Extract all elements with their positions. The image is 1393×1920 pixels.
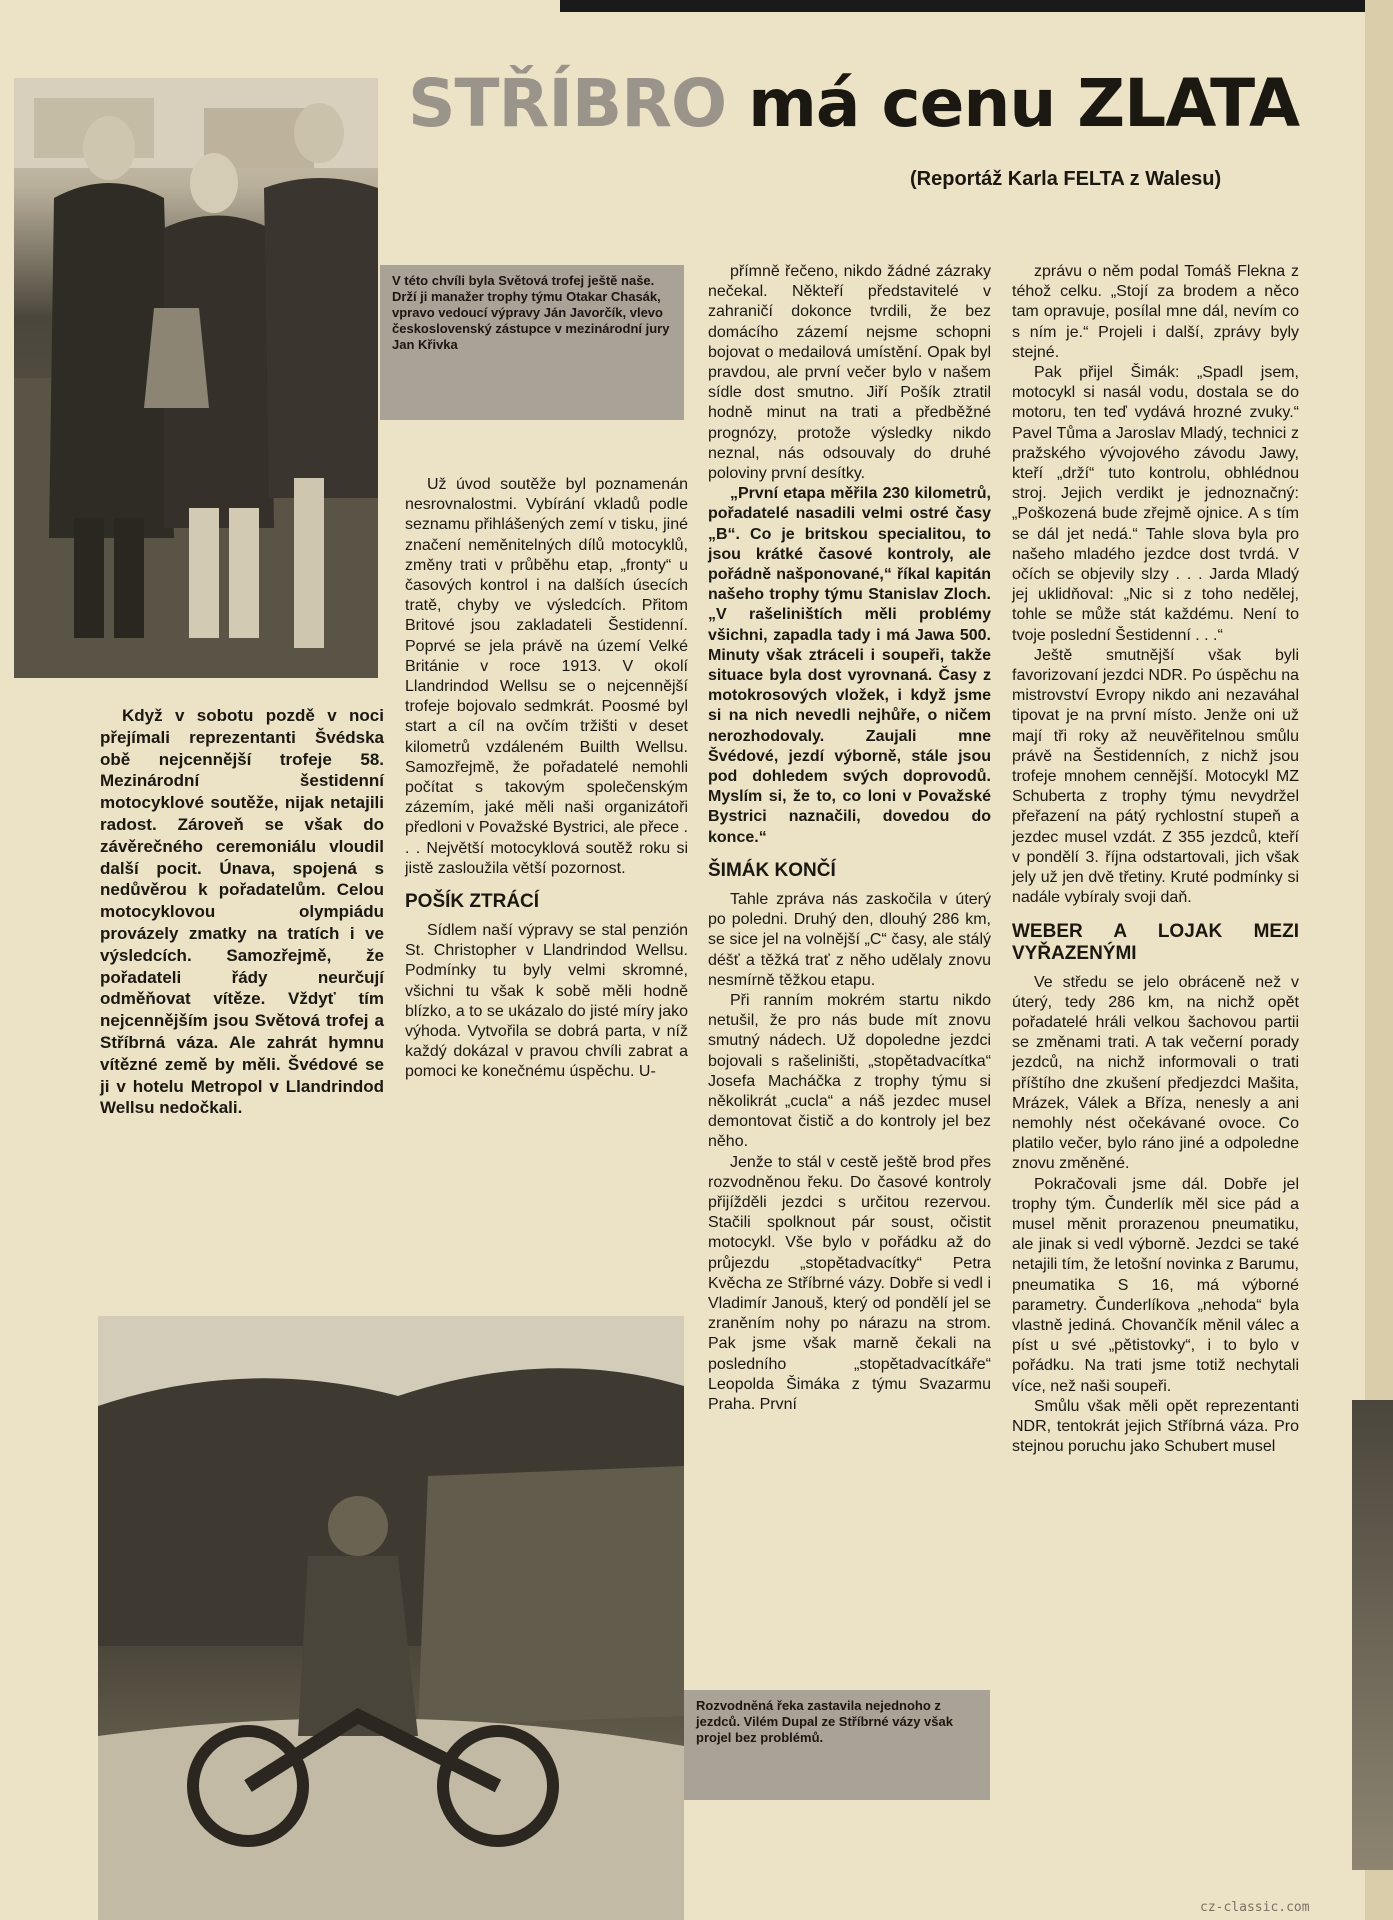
section-heading-weber: WEBER A LOJAK MEZI VYŘAZENÝMI [1012, 920, 1299, 964]
page-top-edge [560, 0, 1393, 12]
section-heading-posik: POŠÍK ZTRÁCÍ [405, 891, 540, 913]
col3-paragraph-4: Při ranním mokrém startu nikdo netušil, že pro nás bude mít znovu smutný nádech. Už dopoledne jezdci bojovali s rašeliništi, „stopětadvacítka“ Josefa Macháčka z trophy týmu si několikrát „cucla“ a náš jezdec musel demontovat čistič a do kontroly jel bez něho. [708, 991, 991, 1151]
col4-paragraph-1: zprávu o něm podal Tomáš Flekna z téhož celku. „Stojí za brodem a něco tam opravuje, posílal mne dál, nevím co s ním je.“ Projeli i další, zprávy byly stejné. [1012, 263, 1299, 361]
section-heading-simak: ŠIMÁK KONČÍ [708, 859, 836, 881]
col2-paragraph-2: Sídlem naší výpravy se stal penzión St. Christopher v Llandrindod Wellsu. Podmínky tu byly velmi skromné, všichni tu však k sobě měli hodně blízko, a to se ukázalo do jisté míry jako výhoda. Vytvořila se dobrá parta, v níž každý dokázal v pravou chvíli zabrat a pomoci ke konečnému úspěchu. U- [405, 922, 688, 1081]
site-watermark: cz-classic.com [1200, 1900, 1310, 1915]
headline-rest: má cenu ZLATA [748, 65, 1300, 142]
col4-paragraph-2: Pak přijel Šimák: „Spadl jsem, motocykl si nasál vodu, dostala se do motoru, ten teď vydává hrozné zvuky.“ Pavel Tůma a Jaroslav Mladý, technici z pražského vývojového závodu Jawy, kteří „drží“ tuto kontrolu, obhlédnou stroj. Jejich verdikt je jednoznačný: „Poškozená bude zřejmě ojnice. A s tím se dál jet nedá.“ Tahle slova byla pro našeho mladého jezdce dost tvrdá. V očích se objevily slzy . . . Jarda Mladý jej uklidňoval: „Nic si z toho nedělej, tohle se může stát každému. Není to tvoje poslední Šestidenní . . .“ [1012, 364, 1299, 644]
next-page-photo-strip [1352, 1400, 1393, 1870]
column-2 [405, 475, 688, 1083]
col3-paragraph-5: Jenže to stál v cestě ještě brod přes rozvodněnou řeku. Do časové kontroly přijížděli jezdci s určitou rezervou. Stačili spolknout pár soust, očistit motocykl. Vše bylo v pořádku až do průjezdu „stopětadvacítky“ Petra Kvěcha ze Stříbrné vázy. Dobře si vedl i Vladimír Janouš, který od pondělí jel se zraněním nohy po nárazu na strom. Pak jsme však marně čekali na posledního „stopětadvacítkáře“ Leopolda Šimáka z týmu Svazarmu Praha. První [708, 1153, 991, 1413]
trophy-team-photo [14, 78, 378, 678]
col3-paragraph-2: „První etapa měřila 230 kilometrů, pořadatelé nasadili velmi ostré časy „B“. Co je britskou specialitou, to jsou krátké časové kontroly, ale pořádně našponované,“ říkal kapitán našeho trophy týmu Stanislav Zloch. „V rašeliništích měli problémy všichni, zapadla tady i má Jawa 500. Minuty však ztráceli i soupeři, takže situace byla dost vyrovnaná. Časy z motokrosových vložek, i když jsme si na nich nevedli nejhůře, o ničem nerozhodovaly. Zaujali mne Švédové, jezdí výborně, stále jsou pod dohledem svých doprovodů. Myslím si, že to, co loni v Považské Bystrici naznačili, dovedou do konce.“ [708, 485, 991, 846]
headline-silver: STŘÍBRO [408, 65, 727, 142]
byline: (Reportáž Karla FELTA z Walesu) [910, 168, 1222, 190]
column-4 [1012, 262, 1299, 1457]
photo-caption-top: V této chvíli byla Světová trofej ještě naše. Drží ji manažer trophy týmu Otakar Chasák, vpravo vedoucí výpravy Ján Javorčík, vlevo československý zástupce v mezinárodní jury Jan Křivka [380, 265, 684, 420]
col4-paragraph-5: Pokračovali jsme dál. Dobře jel trophy tým. Čunderlík měl sice pád a musel měnit prorazenou pneumatiku, ale jinak si vedl výborně. Jezdci se také netajili tím, že letošní novinka z Barumu, pneumatika S 16, má výborné parametry. Čunderlíkova „nehoda“ byla vlastně jediná. Chovančík měnil válec a píst u své „pětistovky“, i to bylo v pořádku. Na trati jsme totiž nechytali více, než naši soupeři. [1012, 1175, 1299, 1395]
col3-paragraph-3: Tahle zpráva nás zaskočila v úterý po poledni. Druhý den, dlouhý 286 km, se sice jel na volnější „C“ časy, ale stálý déšť a těžká trať z něho udělaly znovu nesmírně těžkou etapu. [708, 890, 991, 989]
photo-caption-bottom: Rozvodněná řeka zastavila nejednoho z jezdců. Vilém Dupal ze Stříbrné vázy však projel bez problémů. [684, 1690, 990, 1800]
col2-paragraph-1: Už úvod soutěže byl poznamenán nesrovnalostmi. Vybírání vkladů podle seznamu přihlášených zemí v tisku, jiné značení neměnitelných dílů motocyklů, změny trati v průběhu etap, „fronty“ u časových kontrol i na dalších úsecích tratě, chyby ve výsledcích. Přitom Britové jsou zakladateli Šestidenní. Poprvé se jela právě na území Velké Británie v roce 1913. V okolí Llandrindod Wellsu se o nejcennější trofeje bojovalo sedmkrát. Poosmé byl start a cíl na ovčím tržišti v deset kilometrů vzdáleném Builth Wellsu. Samozřejmě, že pořadatelé nemohli počítat s takovým společenským zázemím, jaké měli naši organizátoři předloni v Považské Bystrici, ale přece . . . Největší motocyklová soutěž roku si jistě zasloužila větší pozornost. [405, 476, 688, 877]
col4-paragraph-6: Smůlu však měli opět reprezentanti NDR, tentokrát jejich Stříbrná váza. Pro stejnou poruchu jako Schubert musel [1012, 1397, 1299, 1456]
col3-paragraph-1: přímně řečeno, nikdo žádné zázraky nečekal. Někteří představitelé v zahraničí dokonce tvrdili, že bez domácího zázemí nejsme schopni bojovat o medailová umístění. Opak byl pravdou, ale první večer bylo v našem sídle dost smutno. Jiří Pošík ztratil hodně minut na trati a předběžné prognózy, protože výsledky nikdo neznal, nás odsouvaly do druhé poloviny první desítky. [708, 263, 991, 483]
river-crossing-photo [98, 1316, 684, 1920]
col4-paragraph-3: Ještě smutnější však byli favorizovaní jezdci NDR. Po úspěchu na mistrovství Evropy nikdo ani nezaváhal tipovat je na první místo. Jenže oni už mají tři roky až neuvěřitelnou smůlu právě na Šestidenních, z nichž jsou trofeje mnohem cennější. Motocykl MZ Schuberta z trophy týmu nevydržel přeřazení na pátý rychlostní stupeň a jezdec musel vzdát. Z 355 jezdců, kteří v pondělí 3. října odstartovali, jich však jely už jen dvě třetiny. Kruté podmínky si nadále vybíraly svoji daň. [1012, 646, 1299, 907]
lead-paragraph [100, 705, 384, 1119]
headline [408, 66, 1299, 142]
lead-text: Když v sobotu pozdě v noci přejímali reprezentanti Švédska obě nejcennější trofeje 58. Mezinárodní šestidenní motocyklové soutěže, nijak netajili radost. Zároveň se však do závěrečného ceremoniálu vloudil další pocit. Únava, spojená s nedůvěrou k pořadatelům. Celou motocyklovou olympiádu provázely zmatky na tratích i ve výsledcích. Samozřejmě, že pořadateli řády neurčují odměňovat vítěze. Vždyť tím nejcennějším jsou Světová trofej a Stříbrná váza. Ale zahrát hymnu vítězné země by měli. Švédové se ji v hotelu Metropol v Llandrindod Wellsu nedočkali. [100, 706, 384, 1118]
column-3 [708, 262, 991, 1415]
col4-paragraph-4: Ve středu se jelo obráceně než v úterý, tedy 286 km, na nichž opět pořadatelé hráli velkou šachovou partii se změnami trati. A tak večerní porady jezdců, na nichž informovali o trati příštího dne zkušení předjezdci Mašita, Mrázek, Válek a Bříza, nenesly a ani nemohly nést očekávané ovoce. Co platilo večer, bylo ráno jiné a odpoledne znovu změněné. [1012, 973, 1299, 1173]
